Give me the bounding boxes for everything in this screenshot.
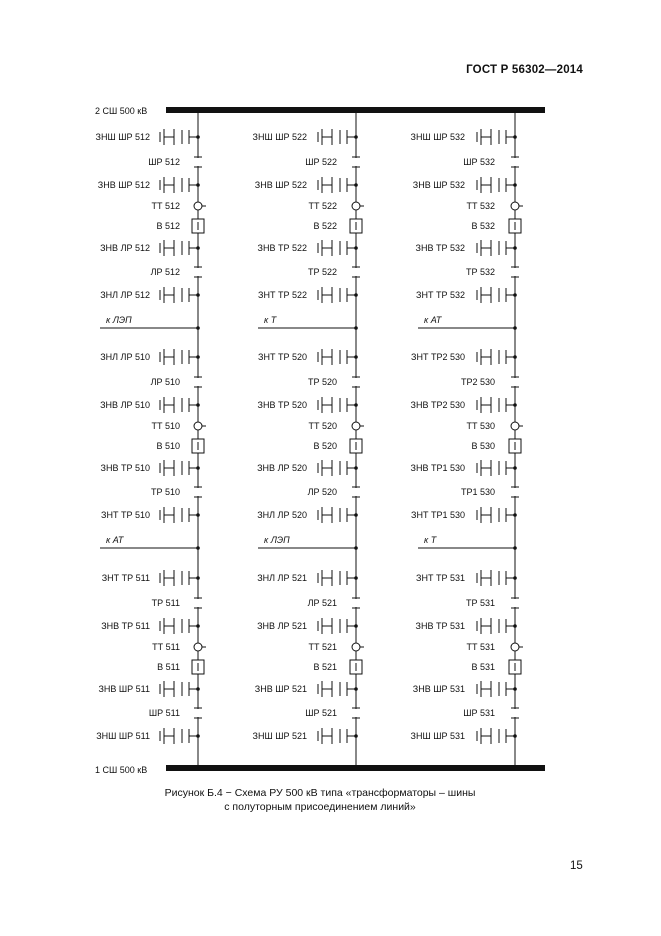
earthing-switch-symbol — [160, 728, 200, 744]
disconnector-symbol — [194, 377, 202, 387]
circuit-breaker-symbol — [192, 219, 204, 233]
equipment-label: ШР 521 — [305, 708, 337, 718]
earthing-switch-symbol — [318, 177, 358, 193]
circuit-breaker-symbol — [509, 660, 521, 674]
equipment-label: ЗНШ ШР 531 — [410, 731, 465, 741]
current-transformer-symbol — [511, 202, 523, 210]
current-transformer-symbol — [194, 422, 206, 430]
busbar-top — [166, 107, 545, 113]
equipment-label: ЗНЛ ЛР 521 — [257, 573, 307, 583]
equipment-label: ЗНТ ТР 522 — [258, 290, 307, 300]
earthing-switch-symbol — [318, 240, 358, 256]
current-transformer-symbol — [511, 422, 523, 430]
earthing-switch-symbol — [318, 287, 358, 303]
junction-dot — [196, 546, 200, 550]
equipment-label: ЗНЛ ЛР 520 — [257, 510, 307, 520]
equipment-label: ЗНТ ТР 510 — [101, 510, 150, 520]
disconnector-symbol — [352, 377, 360, 387]
junction-dot — [196, 326, 200, 330]
equipment-label: ЗНЛ ЛР 510 — [100, 352, 150, 362]
feeder-tap-label: к Т — [424, 535, 437, 545]
earthing-switch-symbol — [160, 618, 200, 634]
feeder-tap-label: к ЛЭП — [264, 535, 290, 545]
equipment-label: ЗНВ ТР 510 — [100, 463, 150, 473]
earthing-switch-symbol — [160, 397, 200, 413]
equipment-label: ШР 531 — [463, 708, 495, 718]
earthing-switch-symbol — [477, 728, 517, 744]
page-number: 15 — [570, 860, 583, 872]
equipment-label: ЗНВ ЛР 510 — [100, 400, 150, 410]
equipment-label: В 522 — [313, 221, 337, 231]
equipment-label: ЗНВ ШР 522 — [254, 180, 307, 190]
disconnector-symbol — [511, 377, 519, 387]
equipment-label: ЛР 521 — [307, 598, 337, 608]
earthing-switch-symbol — [160, 507, 200, 523]
earthing-switch-symbol — [318, 570, 358, 586]
current-transformer-symbol — [511, 643, 523, 651]
equipment-label: В 521 — [313, 662, 337, 672]
equipment-label: ТТ 532 — [466, 201, 495, 211]
disconnector-symbol — [511, 487, 519, 497]
equipment-label: ЗНШ ШР 512 — [95, 132, 150, 142]
disconnector-symbol — [194, 157, 202, 167]
equipment-label: В 510 — [156, 441, 180, 451]
figure-caption-line-2: с полуторным присоединением линий» — [224, 801, 416, 813]
feeder-tap-label: к АТ — [106, 535, 124, 545]
earthing-switch-symbol — [477, 240, 517, 256]
equipment-label: ЗНТ ТР 532 — [416, 290, 465, 300]
equipment-label: ТТ 512 — [151, 201, 180, 211]
junction-dot — [354, 546, 358, 550]
earthing-switch-symbol — [318, 618, 358, 634]
current-transformer-symbol — [194, 643, 206, 651]
equipment-label: ТР 522 — [307, 267, 337, 277]
equipment-label: ЗНТ ТР2 530 — [411, 352, 465, 362]
equipment-label: ТТ 522 — [308, 201, 337, 211]
earthing-switch-symbol — [160, 240, 200, 256]
feeder-tap-label: к ЛЭП — [106, 315, 132, 325]
equipment-label: В 512 — [156, 221, 180, 231]
circuit-breaker-symbol — [509, 219, 521, 233]
earthing-switch-symbol — [477, 507, 517, 523]
earthing-switch-symbol — [477, 287, 517, 303]
earthing-switch-symbol — [160, 177, 200, 193]
equipment-label: ЛР 510 — [150, 377, 180, 387]
earthing-switch-symbol — [318, 460, 358, 476]
earthing-switch-symbol — [477, 681, 517, 697]
equipment-label: ЗНШ ШР 532 — [410, 132, 465, 142]
equipment-label: ТР1 530 — [460, 487, 495, 497]
equipment-label: ТТ 531 — [466, 642, 495, 652]
equipment-label: ЗНШ ШР 521 — [252, 731, 307, 741]
current-transformer-symbol — [352, 202, 364, 210]
equipment-label: ЛР 512 — [150, 267, 180, 277]
standard-designation: ГОСТ Р 56302—2014 — [466, 64, 583, 76]
equipment-label: ЗНШ ШР 522 — [252, 132, 307, 142]
equipment-label: ТР2 530 — [460, 377, 495, 387]
disconnector-symbol — [511, 598, 519, 608]
circuit-breaker-symbol — [509, 439, 521, 453]
equipment-label: ШР 511 — [148, 708, 180, 718]
earthing-switch-symbol — [160, 460, 200, 476]
figure-caption-line-1: Рисунок Б.4 − Схема РУ 500 кВ типа «трансформаторы – шины — [164, 787, 476, 799]
equipment-label: ТР 520 — [307, 377, 337, 387]
diagram-elements — [96, 113, 523, 765]
busbar-bottom-label: 1 СШ 500 кВ — [95, 765, 148, 775]
equipment-label: ЗНВ ТР 531 — [415, 621, 465, 631]
disconnector-symbol — [511, 267, 519, 277]
equipment-label: ЗНВ ТР 532 — [415, 243, 465, 253]
equipment-label: ЗНТ ТР 531 — [416, 573, 465, 583]
equipment-label: ЗНТ ТР 511 — [101, 573, 150, 583]
equipment-label: В 532 — [471, 221, 495, 231]
equipment-label: ЗНВ ЛР 512 — [100, 243, 150, 253]
earthing-switch-symbol — [477, 618, 517, 634]
equipment-label: ЗНВ ТР 520 — [257, 400, 307, 410]
equipment-label: ТР 532 — [465, 267, 495, 277]
junction-dot — [513, 326, 517, 330]
junction-dot — [354, 326, 358, 330]
equipment-label: ЗНВ ШР 511 — [98, 684, 150, 694]
equipment-label: ШР 512 — [148, 157, 180, 167]
equipment-label: ЗНВ ШР 512 — [97, 180, 150, 190]
equipment-label: В 530 — [471, 441, 495, 451]
earthing-switch-symbol — [160, 570, 200, 586]
current-transformer-symbol — [352, 422, 364, 430]
equipment-label: ЗНШ ШР 511 — [96, 731, 150, 741]
disconnector-symbol — [352, 487, 360, 497]
equipment-label: ЗНВ ТР1 530 — [410, 463, 465, 473]
earthing-switch-symbol — [318, 349, 358, 365]
equipment-label: ЗНВ ШР 521 — [254, 684, 307, 694]
equipment-label: ТР 531 — [465, 598, 495, 608]
disconnector-symbol — [511, 157, 519, 167]
circuit-breaker-symbol — [192, 439, 204, 453]
equipment-label: ТТ 521 — [308, 642, 337, 652]
equipment-label: ЗНВ ШР 532 — [412, 180, 465, 190]
earthing-switch-symbol — [318, 507, 358, 523]
earthing-switch-symbol — [160, 681, 200, 697]
equipment-label: ТТ 520 — [308, 421, 337, 431]
disconnector-symbol — [352, 708, 360, 718]
current-transformer-symbol — [352, 643, 364, 651]
equipment-label: ШР 522 — [305, 157, 337, 167]
circuit-breaker-symbol — [350, 439, 362, 453]
circuit-breaker-symbol — [350, 660, 362, 674]
equipment-label: ЗНВ ТР 511 — [101, 621, 150, 631]
earthing-switch-symbol — [477, 460, 517, 476]
equipment-label: ТТ 530 — [466, 421, 495, 431]
equipment-label: ТР 511 — [151, 598, 180, 608]
equipment-label: ЗНВ ТР 522 — [257, 243, 307, 253]
equipment-label: ЛР 520 — [307, 487, 337, 497]
equipment-label: ТТ 510 — [151, 421, 180, 431]
earthing-switch-symbol — [477, 349, 517, 365]
equipment-label: ЗНТ ТР 520 — [258, 352, 307, 362]
current-transformer-symbol — [194, 202, 206, 210]
earthing-switch-symbol — [318, 681, 358, 697]
circuit-breaker-symbol — [192, 660, 204, 674]
earthing-switch-symbol — [318, 397, 358, 413]
equipment-label: ЗНВ ЛР 521 — [257, 621, 307, 631]
equipment-label: ЗНВ ЛР 520 — [257, 463, 307, 473]
earthing-switch-symbol — [477, 570, 517, 586]
equipment-label: ЗНЛ ЛР 512 — [100, 290, 150, 300]
earthing-switch-symbol — [477, 397, 517, 413]
equipment-label: ШР 532 — [463, 157, 495, 167]
busbar-top-label: 2 СШ 500 кВ — [95, 106, 148, 116]
earthing-switch-symbol — [160, 287, 200, 303]
equipment-label: ЗНВ ТР2 530 — [410, 400, 465, 410]
feeder-tap-label: к Т — [264, 315, 277, 325]
earthing-switch-symbol — [160, 349, 200, 365]
earthing-switch-symbol — [477, 177, 517, 193]
disconnector-symbol — [352, 157, 360, 167]
disconnector-symbol — [352, 598, 360, 608]
disconnector-symbol — [194, 267, 202, 277]
disconnector-symbol — [352, 267, 360, 277]
equipment-label: ТР 510 — [150, 487, 180, 497]
equipment-label: ЗНТ ТР1 530 — [411, 510, 465, 520]
equipment-label: ТТ 511 — [152, 642, 180, 652]
disconnector-symbol — [511, 708, 519, 718]
equipment-label: В 511 — [157, 662, 180, 672]
disconnector-symbol — [194, 598, 202, 608]
equipment-label: В 520 — [313, 441, 337, 451]
equipment-label: ЗНВ ШР 531 — [412, 684, 465, 694]
disconnector-symbol — [194, 708, 202, 718]
disconnector-symbol — [194, 487, 202, 497]
circuit-breaker-symbol — [350, 219, 362, 233]
earthing-switch-symbol — [318, 129, 358, 145]
busbar-bottom — [166, 765, 545, 771]
earthing-switch-symbol — [318, 728, 358, 744]
equipment-label: В 531 — [471, 662, 495, 672]
feeder-tap-label: к АТ — [424, 315, 442, 325]
earthing-switch-symbol — [477, 129, 517, 145]
earthing-switch-symbol — [160, 129, 200, 145]
junction-dot — [513, 546, 517, 550]
